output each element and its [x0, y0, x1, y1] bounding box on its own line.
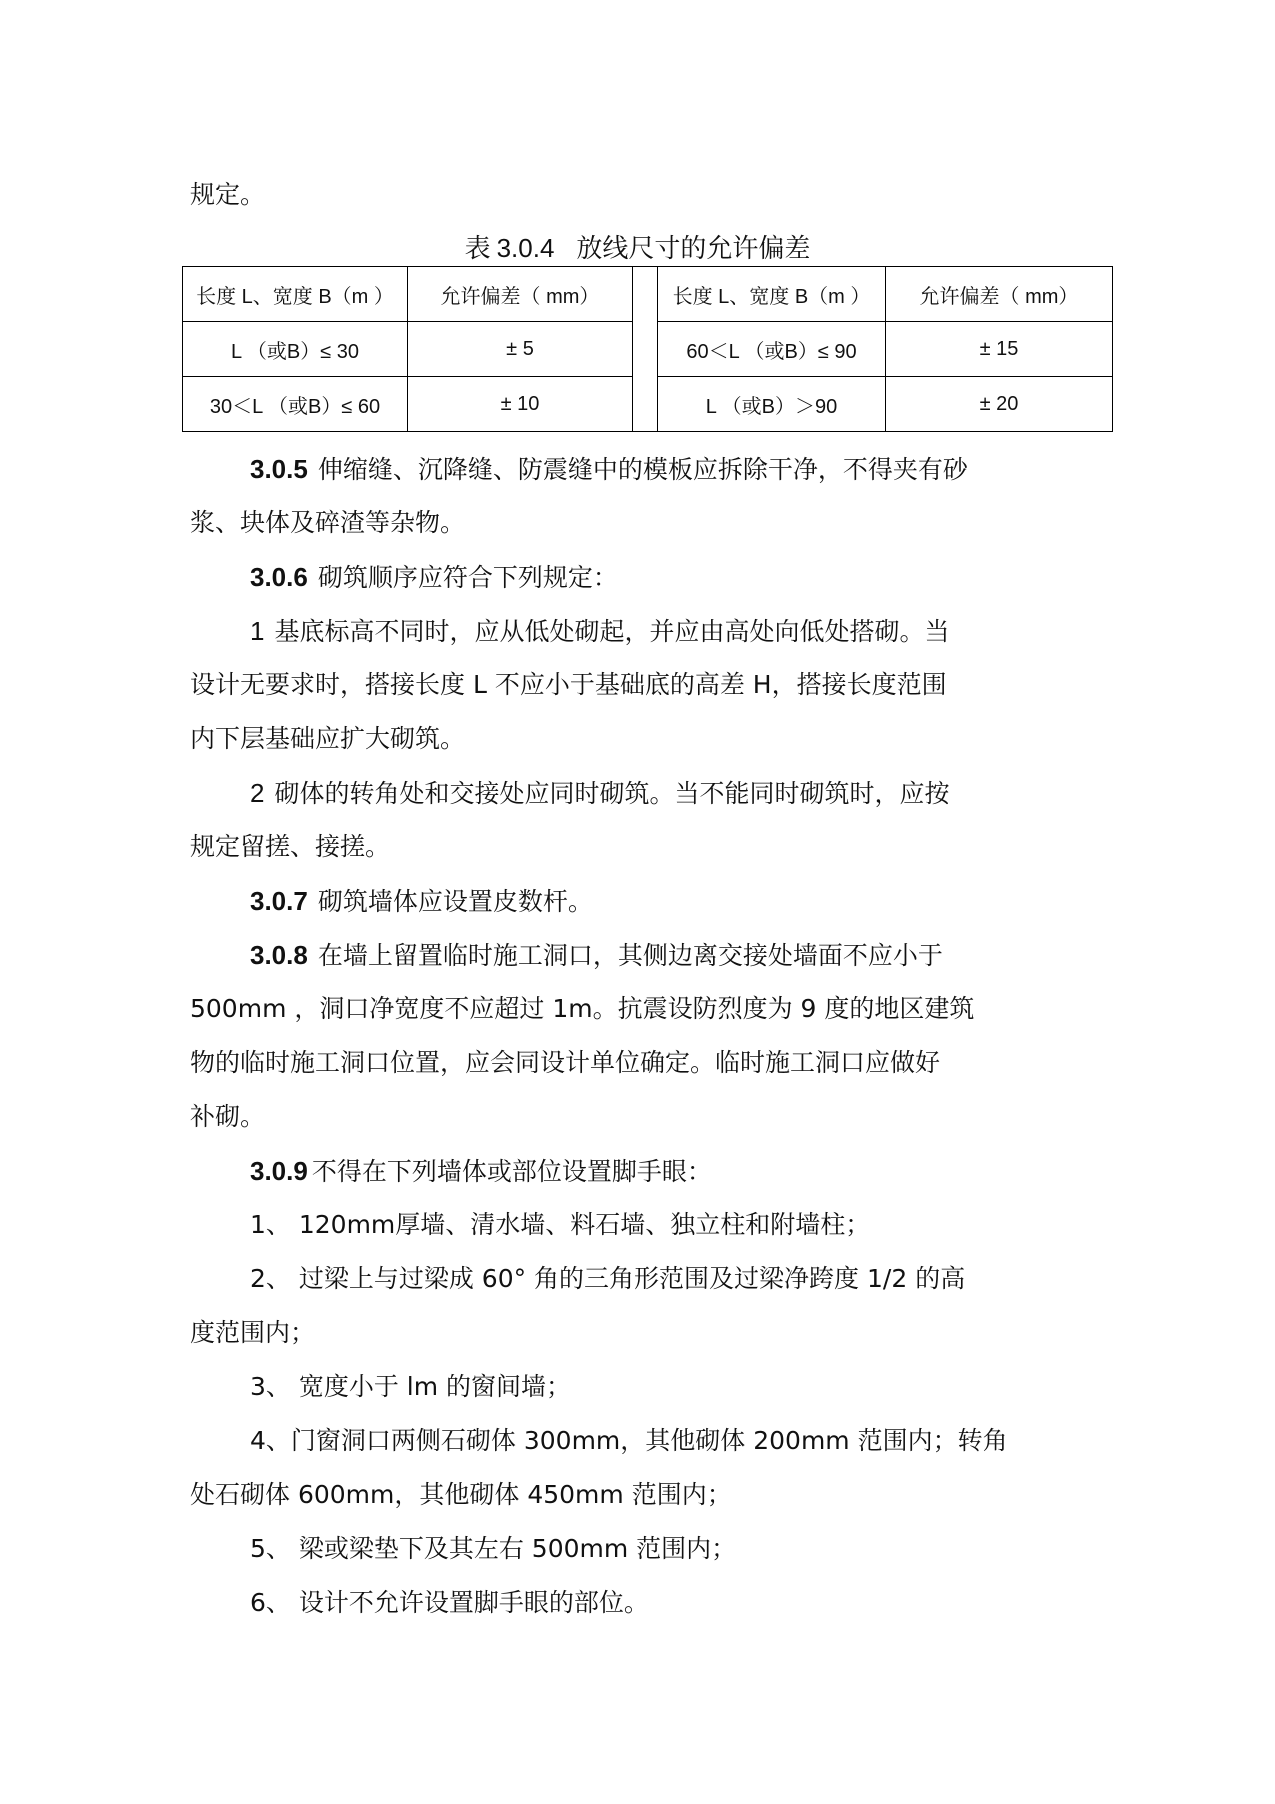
item-text: 砌体的转角处和交接处应同时砌筑。当不能同时砌筑时，应按	[274, 779, 950, 808]
clause-number: 3.0.8	[250, 940, 308, 970]
clause-3-0-8-line-4: 补砌。	[190, 1102, 266, 1131]
list-item-6: 6、 设计不允许设置脚手眼的部位。	[250, 1588, 649, 1617]
tolerance-table	[182, 266, 1113, 432]
table-cell: L （或B）≤ 30	[183, 322, 408, 377]
table-cell: L （或B）＞90	[658, 377, 886, 432]
clause-text: 在墙上留置临时施工洞口，其侧边离交接处墙面不应小于	[317, 941, 943, 970]
lead-line: 规定。	[190, 180, 266, 209]
list-item-3: 3、 宽度小于 lm 的窗间墙；	[250, 1372, 572, 1401]
caption-prefix: 表	[464, 234, 491, 264]
item-number: 1	[250, 616, 265, 646]
clause-text: 砌筑墙体应设置皮数杆。	[317, 887, 593, 916]
header-cell: 长度 L、宽度 B（m ）	[183, 267, 408, 322]
clause-3-0-6-item-1-line-3: 内下层基础应扩大砌筑。	[190, 724, 466, 753]
clause-number: 3.0.5	[250, 454, 308, 484]
table-cell: ± 10	[408, 377, 633, 432]
clause-number: 3.0.9	[250, 1156, 308, 1186]
clause-number: 3.0.7	[250, 886, 308, 916]
clause-3-0-6-item-2	[190, 766, 1102, 821]
list-item-1: 1、 120mm厚墙、清水墙、料石墙、独立柱和附墙柱；	[250, 1210, 871, 1239]
clause-number: 3.0.6	[250, 562, 308, 592]
table-caption	[0, 228, 1275, 269]
caption-title: 放线尺寸的允许偏差	[576, 234, 811, 264]
list-item-4: 4、门窗洞口两侧石砌体 300mm，其他砌体 200mm 范围内；转角	[250, 1426, 1008, 1455]
header-cell: 长度 L、宽度 B（m ）	[658, 267, 886, 322]
clause-3-0-9	[190, 1144, 1102, 1199]
list-item-4-cont: 处石砌体 600mm，其他砌体 450mm 范围内；	[190, 1480, 732, 1509]
clause-3-0-5	[190, 442, 1102, 497]
clause-text: 伸缩缝、沉降缝、防震缝中的模板应拆除干净，不得夹有砂	[317, 455, 968, 484]
table-cell: ± 5	[408, 322, 633, 377]
clause-3-0-6	[190, 550, 1102, 605]
header-cell: 允许偏差（ mm）	[408, 267, 633, 322]
table-cell: 30＜L （或B）≤ 60	[183, 377, 408, 432]
clause-3-0-8-line-2: 500mm ，洞口净宽度不应超过 1m。抗震设防烈度为 9 度的地区建筑	[190, 994, 975, 1023]
list-item-2: 2、 过梁上与过梁成 60° 角的三角形范围及过梁净跨度 1/2 的高	[250, 1264, 966, 1293]
table-cell: ± 20	[886, 377, 1113, 432]
clause-3-0-6-item-1-line-2: 设计无要求时，搭接长度 L 不应小于基础底的高差 H，搭接长度范围	[190, 670, 947, 699]
clause-text: 不得在下列墙体或部位设置脚手眼：	[311, 1157, 712, 1186]
header-cell: 允许偏差（ mm）	[886, 267, 1113, 322]
table-cell: 60＜L （或B）≤ 90	[658, 322, 886, 377]
clause-3-0-7	[190, 874, 1102, 929]
clause-3-0-5-cont: 浆、块体及碎渣等杂物。	[190, 508, 466, 537]
list-item-5: 5、 梁或梁垫下及其左右 500mm 范围内；	[250, 1534, 737, 1563]
table-separator	[633, 267, 658, 432]
table-header-row	[183, 267, 1113, 322]
clause-text: 砌筑顺序应符合下列规定：	[317, 563, 618, 592]
clause-3-0-6-item-2-line-2: 规定留搓、接搓。	[190, 832, 391, 861]
item-number: 2	[250, 778, 265, 808]
clause-3-0-6-item-1	[190, 604, 1102, 659]
clause-3-0-8-line-3: 物的临时施工洞口位置，应会同设计单位确定。临时施工洞口应做好	[190, 1048, 941, 1077]
item-text: 基底标高不同时，应从低处砌起，并应由高处向低处搭砌。当	[274, 617, 950, 646]
list-item-2-cont: 度范围内；	[190, 1318, 316, 1347]
clause-3-0-8	[190, 928, 1102, 983]
caption-number: 3.0.4	[496, 233, 555, 263]
table-cell: ± 15	[886, 322, 1113, 377]
